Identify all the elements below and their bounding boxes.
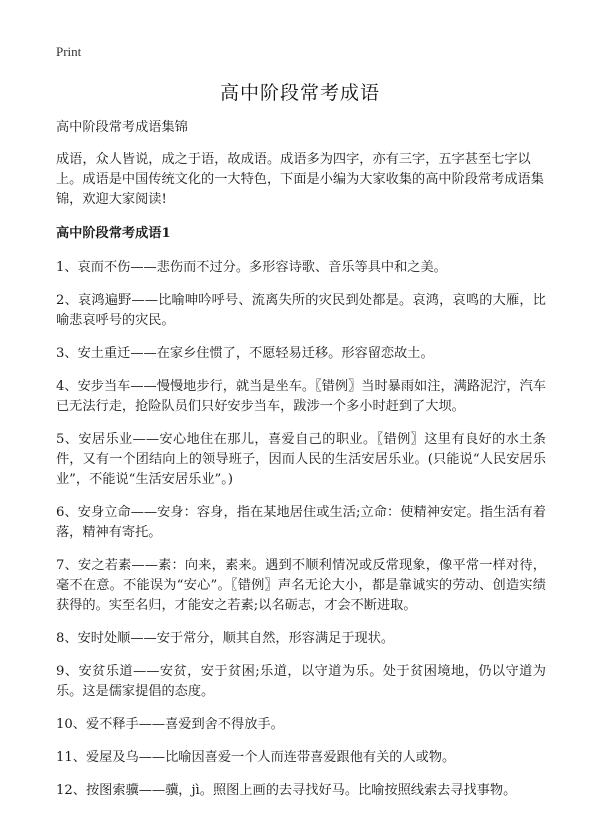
idiom-entry-8: 8、安时处顺——安于常分，顺其自然，形容满足于现状。 xyxy=(56,631,395,646)
idiom-entry-5: 5、安居乐业——安心地住在那儿，喜爱自己的职业。〖错例〗这里有良好的水土条件，又有一个团结向上的领导班子，因而人民的生活安居乐业。(只能说“人民安居乐业”，不能说“生活安居乐业”。) xyxy=(56,432,546,487)
idiom-entry-11: 11、爱屋及乌——比喻因喜爱一个人而连带喜爱跟他有关的人或物。 xyxy=(56,750,456,765)
document-body xyxy=(56,118,546,814)
idiom-entry-9: 9、安贫乐道——安贫，安于贫困;乐道，以守道为乐。处于贫困境地，仍以守道为乐。这是儒家提倡的态度。 xyxy=(56,664,546,699)
idiom-entry-10: 10、爱不释手——喜爱到舍不得放手。 xyxy=(56,717,284,732)
idiom-entry-4: 4、安步当车——慢慢地步行，就当是坐车。〖错例〗当时暴雨如注，满路泥泞，汽车已无法行走，抢险队员们只好安步当车，跋涉一个多小时赶到了大坝。 xyxy=(56,379,546,414)
idiom-entry-1: 1、哀而不伤——悲伤而不过分。多形容诗歌、音乐等具中和之美。 xyxy=(56,260,447,275)
idiom-entry-12: 12、按图索骥——骥，jì。照图上画的去寻找好马。比喻按照线索去寻找事物。 xyxy=(56,783,517,798)
idiom-entry-7: 7、安之若素——素：向来，素来。遇到不顺利情况或反常现象，像平常一样对待，毫不在意。不能误为“安心”。〖错例〗声名无论大小，都是靠诚实的劳动、创造实绩获得的。实至名归，才能安之若素;以名砺志，才会不断进取。 xyxy=(56,558,546,613)
intro-paragraph: 成语，众人皆说，成之于语，故成语。成语多为四字，亦有三字，五字甚至七字以上。成语是中国传统文化的一大特色，下面是小编为大家收集的高中阶段常考成语集锦，欢迎大家阅读! xyxy=(56,152,544,207)
page-title: 高中阶段常考成语 xyxy=(219,82,380,104)
idiom-entry-2: 2、哀鸿遍野——比喻呻吟呼号、流离失所的灾民到处都是。哀鸿，哀鸣的大雁，比喻悲哀呼号的灾民。 xyxy=(56,293,546,328)
idiom-entry-6: 6、安身立命——安身：容身，指在某地居住或生活;立命：使精神安定。指生活有着落，精神有寄托。 xyxy=(56,505,546,540)
idiom-entry-3: 3、安土重迁——在家乡住惯了，不愿轻易迁移。形容留恋故土。 xyxy=(56,346,434,361)
section-heading: 高中阶段常考成语1 xyxy=(56,226,171,241)
document-subtitle: 高中阶段常考成语集锦 xyxy=(56,120,188,135)
print-label: Print xyxy=(56,44,82,59)
